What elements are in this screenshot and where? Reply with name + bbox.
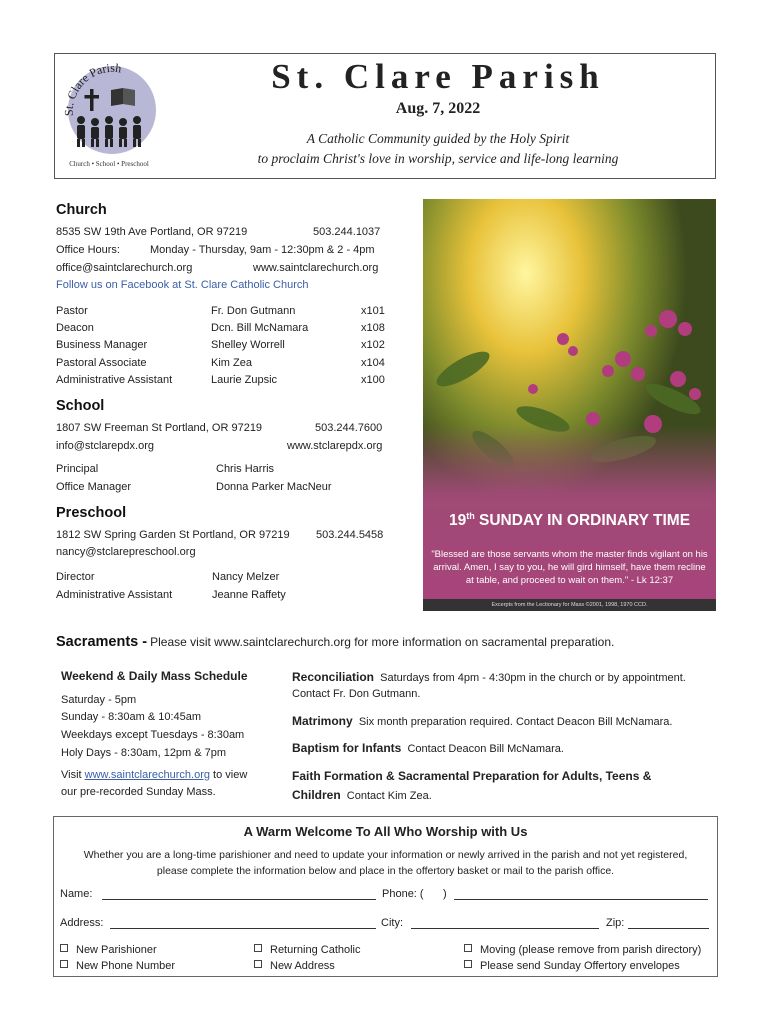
school-email[interactable]: info@stclarepdx.org bbox=[56, 440, 154, 452]
facebook-link[interactable]: Follow us on Facebook at St. Clare Catholic Church bbox=[56, 279, 309, 291]
poster-quote: "Blessed are those servants whom the master finds vigilant on his arrival. Amen, I say to you, he will gird himself, have them recline at table, and proceed to wait on them." - Lk 12:37 bbox=[431, 549, 708, 586]
bulletin-date: Aug. 7, 2022 bbox=[395, 100, 481, 117]
church-website[interactable]: www.saintclarechurch.org bbox=[253, 262, 379, 274]
church-address: 8535 SW 19th Ave Portland, OR 97219 bbox=[56, 226, 248, 238]
church-phone: 503.244.1037 bbox=[313, 226, 381, 238]
school-address: 1807 SW Freeman St Portland, OR 97219 bbox=[56, 422, 263, 434]
school-staff-role: Office Manager bbox=[56, 481, 132, 493]
city-field[interactable] bbox=[411, 928, 599, 929]
staff-ext: x100 bbox=[361, 374, 385, 386]
school-website[interactable]: www.stclarepdx.org bbox=[287, 440, 383, 452]
welcome-heading: A Warm Welcome To All Who Worship with Us bbox=[243, 824, 528, 839]
phone-field[interactable] bbox=[454, 899, 708, 900]
office-hours-label: Office Hours: bbox=[56, 244, 120, 256]
mass-video-link[interactable]: www.saintclarechurch.org bbox=[84, 769, 210, 781]
checkbox-icon[interactable] bbox=[60, 960, 68, 968]
checkbox-icon[interactable] bbox=[254, 960, 262, 968]
logo-bottom-text: Church • School • Preschool bbox=[69, 160, 149, 168]
baptism: Baptism for Infants Contact Deacon Bill McNamara. bbox=[292, 741, 564, 755]
checkbox-icon[interactable] bbox=[254, 944, 262, 952]
poster-footer: Excerpts from the Lectionary for Mass ©2001, 1998, 1970 CCD. bbox=[423, 599, 716, 611]
preschool-email[interactable]: nancy@stclarepreschool.org bbox=[56, 546, 196, 558]
staff-name: Shelley Worrell bbox=[211, 339, 285, 351]
city-label: City: bbox=[381, 917, 403, 929]
poster-title: 19th SUNDAY IN ORDINARY TIME bbox=[448, 511, 691, 530]
checkbox-icon[interactable] bbox=[60, 944, 68, 952]
faith-formation: Children Contact Kim Zea. bbox=[292, 788, 432, 802]
phone-paren: ) bbox=[443, 888, 447, 900]
office-hours: Monday - Thursday, 9am - 12:30pm & 2 - 4pm bbox=[150, 244, 375, 256]
staff-role: Deacon bbox=[56, 322, 94, 334]
phone-label: Phone: ( bbox=[382, 888, 424, 900]
checkbox-icon[interactable] bbox=[464, 944, 472, 952]
mass-time: Holy Days - 8:30am, 12pm & 7pm bbox=[61, 747, 227, 759]
church-heading: Church bbox=[56, 202, 107, 218]
tagline-line-2: to proclaim Christ's love in worship, service and life-long learning bbox=[257, 151, 619, 166]
welcome-intro-1: Whether you are a long-time parishioner and need to update your information or newly arrived in the parish and not yet registered, bbox=[83, 849, 688, 861]
school-staff-name: Chris Harris bbox=[216, 463, 275, 475]
staff-role: Business Manager bbox=[56, 339, 148, 351]
church-email[interactable]: office@saintclarechurch.org bbox=[56, 262, 193, 274]
school-heading: School bbox=[56, 398, 105, 414]
welcome-intro-2: please complete the information below and place in the offertory basket or mail to the parish office. bbox=[156, 865, 615, 877]
sacraments-heading: Sacraments - bbox=[56, 634, 148, 650]
school-phone: 503.244.7600 bbox=[315, 422, 383, 434]
reconciliation-contact: Contact Fr. Don Gutmann. bbox=[292, 688, 421, 700]
name-label: Name: bbox=[60, 888, 93, 900]
masthead bbox=[54, 53, 716, 179]
preschool-staff-role: Administrative Assistant bbox=[56, 589, 173, 601]
faith-formation-heading: Faith Formation & Sacramental Preparation for Adults, Teens & bbox=[292, 769, 652, 783]
preschool-staff-role: Director bbox=[56, 571, 95, 583]
checkbox-icon[interactable] bbox=[464, 960, 472, 968]
staff-name: Kim Zea bbox=[211, 357, 252, 369]
registration-form bbox=[53, 816, 718, 977]
visit-line-2: our pre-recorded Sunday Mass. bbox=[61, 786, 216, 798]
staff-name: Fr. Don Gutmann bbox=[211, 305, 296, 317]
staff-name: Laurie Zupsic bbox=[211, 374, 278, 386]
preschool-phone: 503.244.5458 bbox=[316, 529, 384, 541]
sacraments-intro: Please visit www.saintclarechurch.org for more information on sacramental preparation. bbox=[150, 635, 615, 649]
option-new-parishioner[interactable]: New Parishioner bbox=[60, 944, 157, 956]
name-field[interactable] bbox=[102, 899, 376, 900]
address-label: Address: bbox=[60, 917, 104, 929]
visit-line: Visit www.saintclarechurch.org to view bbox=[61, 769, 248, 781]
liturgy-poster bbox=[423, 199, 716, 611]
matrimony: Matrimony Six month preparation required. Contact Deacon Bill McNamara. bbox=[292, 714, 673, 728]
option-new-phone[interactable]: New Phone Number bbox=[60, 960, 175, 972]
parish-logo bbox=[59, 58, 165, 170]
mass-schedule-heading: Weekend & Daily Mass Schedule bbox=[61, 669, 248, 683]
school-staff-name: Donna Parker MacNeur bbox=[216, 481, 332, 493]
staff-ext: x104 bbox=[361, 357, 385, 369]
logo-arc-text: St. Clare Parish bbox=[61, 60, 123, 117]
sacraments-line bbox=[56, 634, 614, 650]
staff-ext: x102 bbox=[361, 339, 385, 351]
staff-name: Dcn. Bill McNamara bbox=[211, 322, 309, 334]
address-field[interactable] bbox=[110, 928, 376, 929]
staff-ext: x101 bbox=[361, 305, 385, 317]
zip-label: Zip: bbox=[606, 917, 625, 929]
page-title: St. Clare Parish bbox=[271, 57, 605, 96]
mass-time: Sunday - 8:30am & 10:45am bbox=[61, 711, 202, 723]
reconciliation: Reconciliation Saturdays from 4pm - 4:30pm in the church or by appointment. bbox=[292, 670, 686, 684]
mass-time: Saturday - 5pm bbox=[61, 694, 137, 706]
mass-time: Weekdays except Tuesdays - 8:30am bbox=[61, 729, 245, 741]
option-offertory-envelopes[interactable]: Please send Sunday Offertory envelopes bbox=[464, 960, 680, 972]
option-moving[interactable]: Moving (please remove from parish directory) bbox=[464, 944, 701, 956]
preschool-heading: Preschool bbox=[56, 505, 127, 521]
zip-field[interactable] bbox=[628, 928, 709, 929]
staff-role: Pastor bbox=[56, 305, 88, 317]
option-new-address[interactable]: New Address bbox=[254, 960, 335, 972]
option-returning-catholic[interactable]: Returning Catholic bbox=[254, 944, 361, 956]
preschool-address: 1812 SW Spring Garden St Portland, OR 97219 bbox=[56, 529, 290, 541]
school-staff-role: Principal bbox=[56, 463, 99, 475]
staff-role: Pastoral Associate bbox=[56, 357, 147, 369]
tagline-line-1: A Catholic Community guided by the Holy Spirit bbox=[306, 131, 570, 146]
preschool-staff-name: Jeanne Raffety bbox=[212, 589, 286, 601]
staff-ext: x108 bbox=[361, 322, 385, 334]
preschool-staff-name: Nancy Melzer bbox=[212, 571, 280, 583]
staff-role: Administrative Assistant bbox=[56, 374, 173, 386]
